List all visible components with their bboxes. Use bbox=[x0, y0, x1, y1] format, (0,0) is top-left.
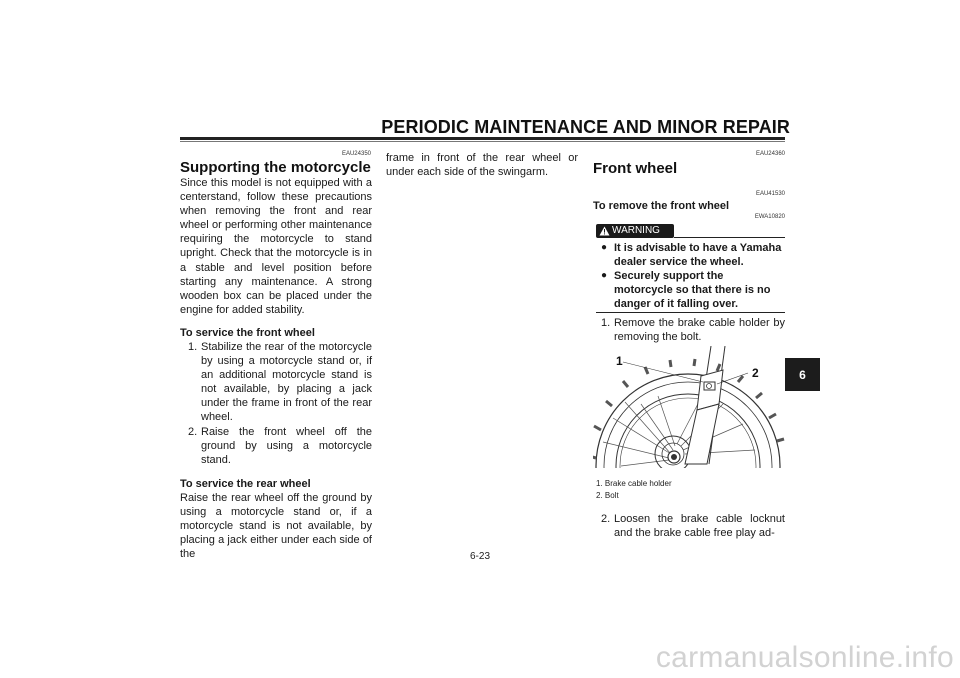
subheading-remove-front-wheel: To remove the front wheel bbox=[593, 200, 730, 212]
section-code: EAU24350 bbox=[341, 151, 371, 157]
step-text: Raise the front wheel off the ground by using a motorcycle stand. bbox=[201, 425, 372, 466]
section-heading-front-wheel: Front wheel bbox=[593, 160, 678, 177]
step-text: Stabilize the rear of the motorcycle by using a motorcycle stand or, if an additional motorcycle stand is not available, by placing a jack under the frame in front of the rear wheel. bbox=[201, 341, 372, 424]
page-title: PERIODIC MAINTENANCE AND MINOR REPAIR bbox=[381, 117, 790, 137]
warning-triangle-icon bbox=[596, 224, 612, 238]
header-divider bbox=[180, 137, 785, 140]
front-service-steps bbox=[188, 340, 372, 467]
subsection-code: EAU41530 bbox=[755, 191, 785, 197]
intro-paragraph: Since this model is not equipped with a centerstand, follow these precautions when removing the front and rear wheel or performing other maintenance requiring the motorcycle to stand upright. Check that the motorcycle is in a stable and level position before starting any maintenance. A strong wooden box can be placed under the engine for added stability. bbox=[180, 177, 372, 316]
list-item bbox=[188, 425, 372, 467]
rear-service-paragraph: Raise the rear wheel off the ground by using a motorcycle stand or, if a motorcycle stand is not available, by placing a jack either under each side of the bbox=[180, 492, 372, 561]
step-text: Remove the brake cable holder by removing the bolt. bbox=[614, 317, 785, 344]
warning-rule-bottom bbox=[596, 312, 785, 313]
warning-rule-top bbox=[674, 237, 785, 238]
warning-text: Securely support the motorcycle so that there is no danger of it falling over. bbox=[614, 270, 771, 311]
bullet-icon: ● bbox=[601, 270, 608, 282]
step-number: 1. bbox=[601, 317, 611, 329]
warning-item bbox=[601, 269, 784, 311]
warning-text: It is advisable to have a Yamaha dealer service the wheel. bbox=[614, 242, 782, 269]
warning-list bbox=[601, 241, 784, 311]
warning-item bbox=[601, 241, 784, 269]
front-wheel-figure bbox=[593, 346, 785, 468]
list-item bbox=[188, 340, 372, 425]
remove-step-1 bbox=[601, 316, 785, 344]
subheading-rear-service: To service the rear wheel bbox=[180, 478, 311, 490]
list-item bbox=[601, 512, 785, 540]
continued-paragraph: frame in front of the rear wheel or under each side of the swingarm. bbox=[386, 152, 578, 179]
figure-label-1: 1 bbox=[616, 354, 623, 368]
figure-caption-2: 2. Bolt bbox=[596, 491, 619, 500]
step-number: 2. bbox=[188, 425, 198, 438]
warning-label: WARNING bbox=[612, 225, 660, 236]
step-number: 1. bbox=[188, 341, 198, 353]
section-code: EAU24360 bbox=[755, 151, 785, 157]
watermark: carmanualsonline.info bbox=[655, 641, 954, 674]
header-divider-thin bbox=[180, 141, 785, 142]
step-text: Loosen the brake cable locknut and the brake cable free play ad- bbox=[614, 513, 785, 540]
remove-step-2 bbox=[601, 512, 785, 540]
warning-badge bbox=[596, 224, 674, 238]
list-item bbox=[601, 316, 785, 344]
figure-caption-1: 1. Brake cable holder bbox=[596, 479, 672, 488]
subheading-front-service: To service the front wheel bbox=[180, 327, 315, 339]
page-number: 6-23 bbox=[469, 551, 490, 562]
warning-code: EWA10820 bbox=[754, 214, 785, 220]
section-heading-supporting: Supporting the motorcycle bbox=[180, 159, 371, 176]
figure-label-2: 2 bbox=[752, 366, 759, 380]
chapter-tab[interactable]: 6 bbox=[785, 358, 820, 391]
step-number: 2. bbox=[601, 513, 611, 525]
bullet-icon: ● bbox=[601, 242, 608, 253]
